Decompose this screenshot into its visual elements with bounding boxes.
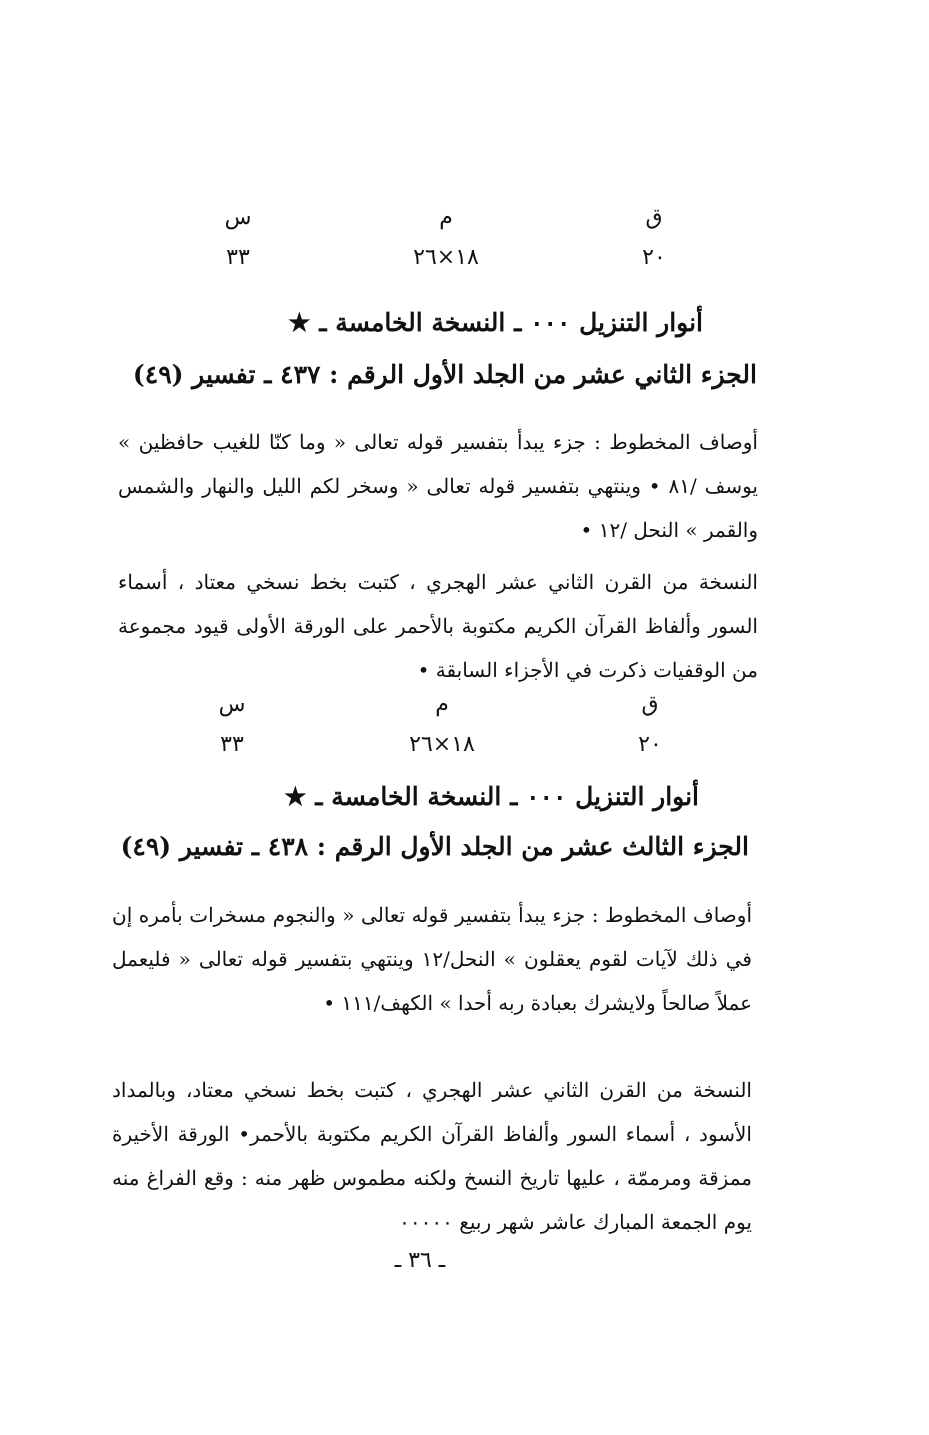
stats-row-middle xyxy=(0,692,929,762)
section1-copy-note-text: النسخة من القرن الثاني عشر الهجري ، كتبت بخط نسخي معتاد ، أسماء السور وألفاظ القرآن الكريم مكتوبة بالأحمر على الورقة الأولى قيود مجموعة من الوقفيات ذكرت في الأجزاء السابقة • xyxy=(118,570,758,682)
lines-label: س xyxy=(218,692,246,717)
section1-description-text: أوصاف المخطوط : جزء يبدأ بتفسير قوله تعالى « وما كنّا للغيب حافظين » يوسف /٨١ • وينتهي بتفسير قوله تعالى « وسخر لكم الليل والنهار والشمس والقمر » النحل /١٢ • xyxy=(118,430,758,542)
lines-label: س xyxy=(224,205,252,230)
section2-description-text: أوصاف المخطوط : جزء يبدأ بتفسير قوله تعالى « والنجوم مسخرات بأمره إن في ذلك لآيات لقوم يعقلون » النحل/١٢ وينتهي بتفسير قوله تعالى « فليعمل عملاً صالحاً ولايشرك بعبادة ربه أحدا » الكهف/١١١ • xyxy=(112,903,752,1015)
folios-value: ٢٠ xyxy=(642,245,666,270)
lines-value: ٣٣ xyxy=(220,732,244,757)
lines-value: ٣٣ xyxy=(226,245,250,270)
section2-copy-note xyxy=(112,1068,752,1244)
dimensions-value: ١٨×٢٦ xyxy=(409,732,475,757)
section2-title: أنوار التنزيل ٠٠٠ ـ النسخة الخامسة ـ ★ xyxy=(284,782,699,811)
section1-copy-note xyxy=(118,560,758,692)
dimensions-value: ١٨×٢٦ xyxy=(413,245,479,270)
folios-value: ٢٠ xyxy=(638,732,662,757)
page-number: ـ ٣٦ ـ xyxy=(394,1248,446,1273)
section1-title: أنوار التنزيل ٠٠٠ ـ النسخة الخامسة ـ ★ xyxy=(288,308,703,337)
section2-subtitle: الجزء الثالث عشر من الجلد الأول الرقم : ٤٣٨ ـ تفسير (٤٩) xyxy=(120,832,749,861)
section2-description xyxy=(112,893,752,1025)
section1-subtitle: الجزء الثاني عشر من الجلد الأول الرقم : ٤٣٧ ـ تفسير (٤٩) xyxy=(132,360,757,389)
folios-label: ق xyxy=(645,205,663,230)
dimensions-label: م xyxy=(435,692,449,717)
folios-label: ق xyxy=(641,692,659,717)
section2-copy-note-text: النسخة من القرن الثاني عشر الهجري ، كتبت بخط نسخي معتاد، وبالمداد الأسود ، أسماء السور وألفاظ القرآن الكريم مكتوبة بالأحمر• الورقة الأخيرة ممزقة ومرممّة ، عليها تاريخ النسخ ولكنه مطموس ظهر منه : وقع الفراغ منه يوم الجمعة المبارك عاشر شهر ربيع ٠٠٠٠٠ xyxy=(112,1078,752,1234)
dimensions-label: م xyxy=(439,205,453,230)
stats-row-top xyxy=(0,205,929,275)
section1-description xyxy=(118,420,758,552)
